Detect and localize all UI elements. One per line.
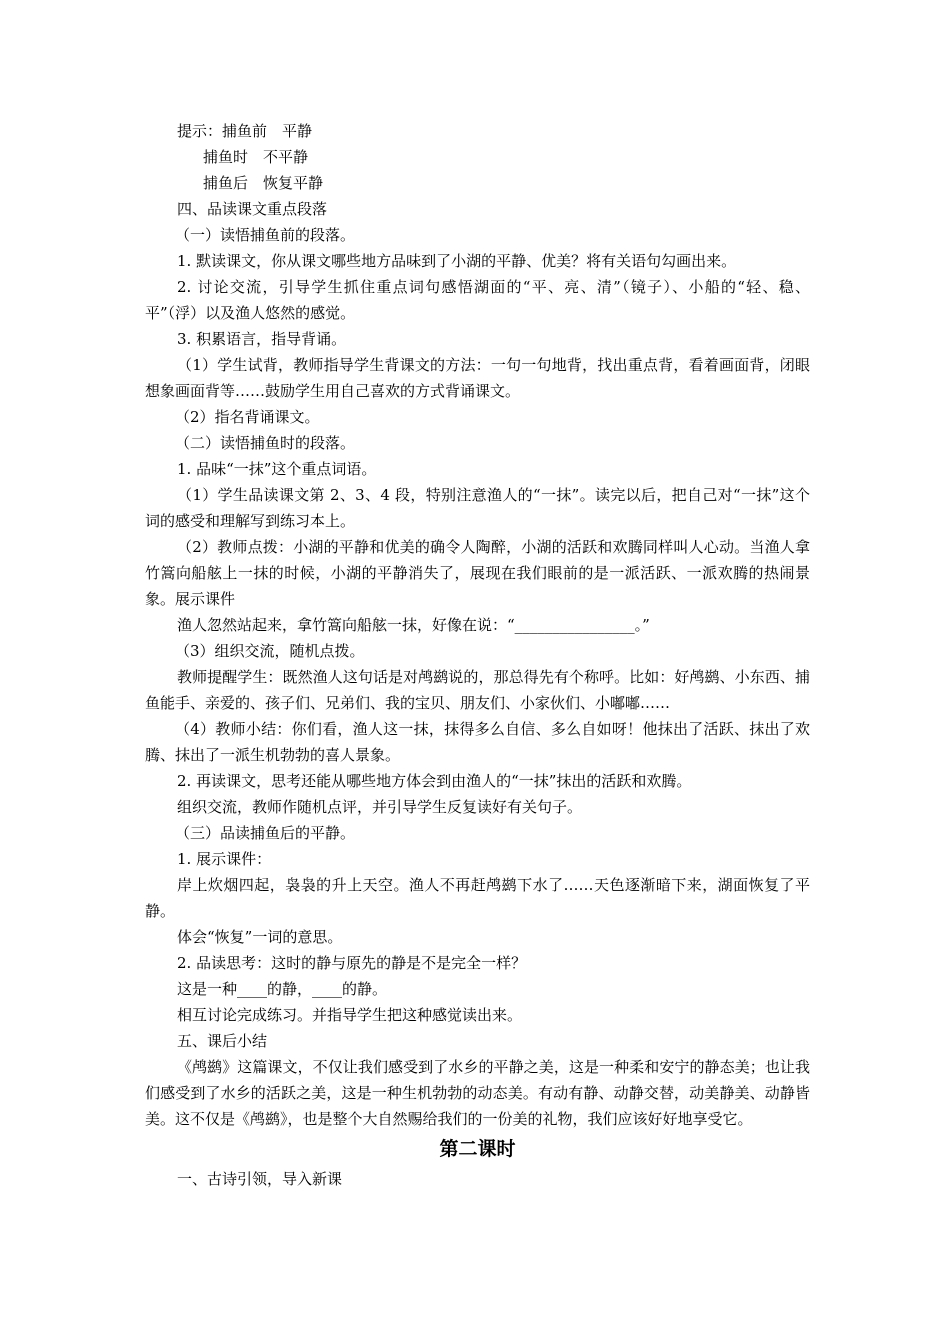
paragraph: 教师提醒学生：既然渔人这句话是对鸬鹚说的，那总得先有个称呼。比如：好鸬鹚、小东西、捕鱼能手、亲爱的、孩子们、兄弟们、我的宝贝、朋友们、小家伙们、小嘟嘟…… (145, 668, 810, 712)
paragraph: 渔人忽然站起来，拿竹篙向船舷一抹，好像在说：“________________。” (177, 616, 650, 634)
paragraph: 2. 讨论交流，引导学生抓住重点词句感悟湖面的“平、亮、清”（镜子）、小船的“轻、稳、平”（浮）以及渔人悠然的感觉。 (145, 278, 810, 322)
subheading-1: （一）读悟捕鱼前的段落。 (175, 226, 356, 244)
paragraph: 2. 品读思考：这时的静与原先的静是不是完全一样？ (177, 954, 527, 972)
section-heading-1: 一、古诗引领，导入新课 (177, 1170, 343, 1188)
summary-paragraph: 《鸬鹚》这篇课文，不仅让我们感受到了水乡的平静之美，这是一种柔和安宁的静态美；也让我们感受到了水乡的活跃之美，这是一种生机勃勃的动态美。有动有静、动静交替，动美静美、动静皆美。这不仅是《鸬鹚》，也是整个大自然赐给我们的一份美的礼物，我们应该好好地享受它。 (145, 1058, 810, 1128)
subheading-3: （三）品读捕鱼后的平静。 (175, 824, 356, 842)
hint-after: 捕鱼后 恢复平静 (203, 174, 324, 192)
paragraph: （1）学生品读课文第 2、3、4 段，特别注意渔人的“一抹”。读完以后，把自己对“一抹”这个词的感受和理解写到练习本上。 (145, 486, 810, 530)
document-body (145, 118, 810, 1192)
hint-during: 捕鱼时 不平静 (203, 148, 309, 166)
paragraph: 组织交流，教师作随机点评，并引导学生反复读好有关句子。 (177, 798, 583, 816)
paragraph: 1. 品味“一抹”这个重点词语。 (177, 460, 377, 478)
paragraph: 2. 再读课文，思考还能从哪些地方体会到由渔人的“一抹”抹出的活跃和欢腾。 (177, 772, 692, 790)
paragraph: （4）教师小结：你们看，渔人这一抹，抹得多么自信、多么自如呀！他抹出了活跃、抹出了欢腾、抹出了一派生机勃勃的喜人景象。 (145, 720, 810, 764)
subheading-2: （二）读悟捕鱼时的段落。 (175, 434, 356, 452)
hint-before: 提示：捕鱼前 平静 (177, 122, 313, 140)
paragraph: 体会“恢复”一词的意思。 (177, 928, 343, 946)
section-heading-5: 五、课后小结 (177, 1032, 268, 1050)
paragraph: （3）组织交流，随机点拨。 (175, 642, 365, 660)
paragraph: 岸上炊烟四起，袅袅的升上天空。渔人不再赶鸬鹚下水了……天色逐渐暗下来，湖面恢复了平静。 (145, 876, 810, 920)
paragraph: 这是一种____的静，____的静。 (177, 980, 388, 998)
paragraph: 相互讨论完成练习。并指导学生把这种感觉读出来。 (177, 1006, 523, 1024)
paragraph: 3. 积累语言，指导背诵。 (177, 330, 347, 348)
paragraph: 1. 展示课件： (177, 850, 272, 868)
paragraph: （1）学生试背，教师指导学生背课文的方法：一句一句地背，找出重点背，看着画面背，闭眼想象画面背等……鼓励学生用自己喜欢的方式背诵课文。 (145, 356, 810, 400)
paragraph: 1. 默读课文，你从课文哪些地方品味到了小湖的平静、优美？将有关语句勾画出来。 (177, 252, 737, 270)
lesson-title: 第二课时 (439, 1138, 516, 1160)
paragraph: （2）教师点拨：小湖的平静和优美的确令人陶醉，小湖的活跃和欢腾同样叫人心动。当渔人拿竹篙向船舷上一抹的时候，小湖的平静消失了，展现在我们眼前的是一派活跃、一派欢腾的热闹景象。展示课件 (145, 538, 810, 608)
section-heading-4: 四、品读课文重点段落 (177, 200, 328, 218)
paragraph: （2）指名背诵课文。 (175, 408, 320, 426)
